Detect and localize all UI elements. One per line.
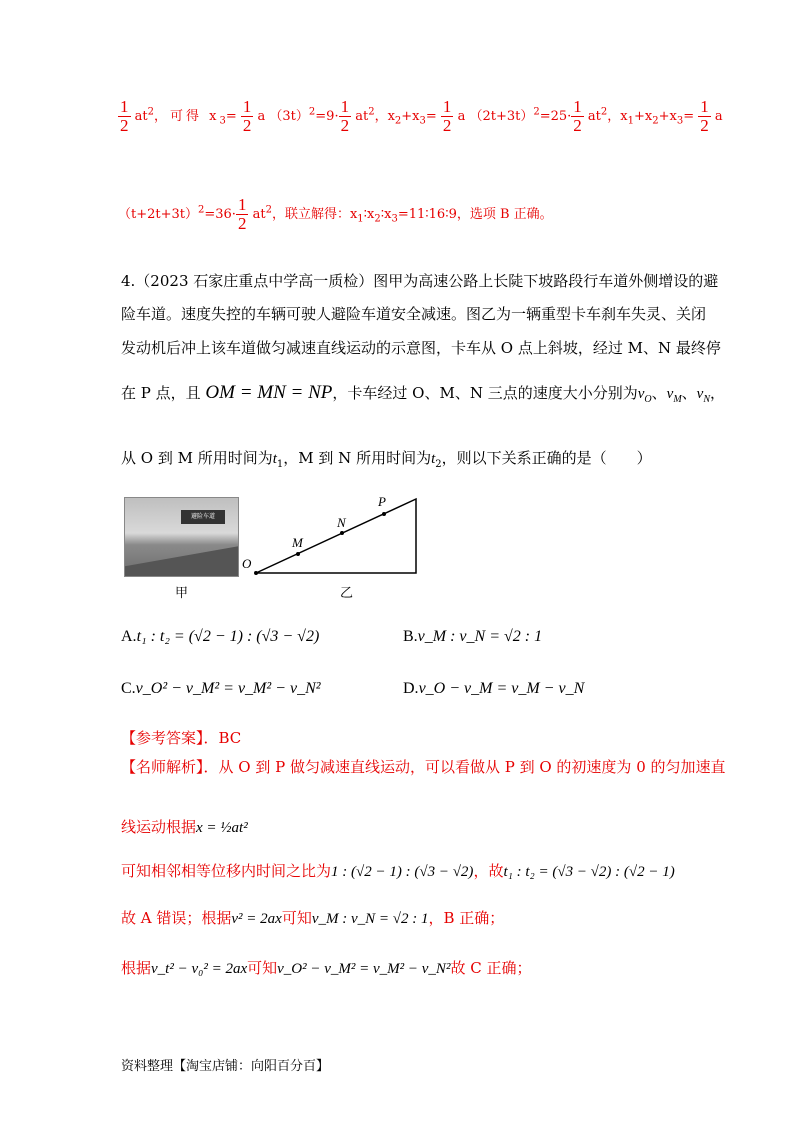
- fraction: $\frac{1}{2}$: [242, 97, 252, 135]
- question-line-2: 险车道。速度失控的车辆可驶人避险车道安全减速。图乙为一辆重型卡车刹车失灵、关闭: [121, 305, 707, 323]
- fraction: $\frac{1}{2}$: [340, 97, 350, 135]
- label-M: M: [292, 535, 303, 550]
- figure-label-yi: 乙: [340, 586, 354, 601]
- fraction: $\frac{1}{2}$: [120, 97, 129, 135]
- reference-answer: 【参考答案】．BC: [121, 729, 242, 747]
- solution-line-1: $\frac{1}{2}$ $at^2$，可得 $x_3=$ $\frac{1}{2}$ a $(3t)^2=9\cdot$ $\frac{1}{2}$ $at^2$，$x_2+x_3=$ $\frac{1}{2}$ a $(2t+3t)^2=25\cdot$ $\frac{1}{2}$ $at^2$，$x_1+x_2+x_3=$ $\frac{1}{2}$ a: [120, 97, 723, 135]
- label-P: P: [378, 494, 386, 509]
- equality-expression: OM = MN = NP: [205, 382, 333, 403]
- fraction: $\frac{1}{2}$: [442, 97, 452, 135]
- question-line-3: 发动机后冲上该车道做匀减速直线运动的示意图，卡车从 O 点上斜坡，经过 M、N 最终停: [121, 339, 721, 357]
- fraction: $\frac{1}{2}$: [237, 195, 247, 233]
- fraction: $\frac{1}{2}$: [700, 97, 709, 135]
- point-P: [382, 512, 386, 516]
- option-c[interactable]: C.v_O² − v_M² = v_M² − v_N²: [121, 680, 321, 697]
- question-line-4: 在 P 点，且 OM = MN = NP，卡车经过 O、M、N 三点的速度大小分别为$v_O$、$v_M$、$v_N$，: [121, 382, 726, 405]
- fraction: $\frac{1}{2}$: [573, 97, 582, 135]
- figure-label-jia: 甲: [175, 586, 189, 601]
- analysis-line-4: 故 A 错误；根据v² = 2ax可知v_M : v_N = √2 : 1，B 正确；: [121, 909, 505, 927]
- footer-note: 资料整理【淘宝店铺：向阳百分百】: [121, 1059, 330, 1074]
- option-b[interactable]: B.v_M : v_N = √2 : 1: [403, 628, 543, 645]
- option-d[interactable]: D.v_O − v_M = v_M − v_N: [403, 680, 585, 697]
- label-N: N: [337, 515, 346, 530]
- road: [125, 546, 238, 576]
- road-sign: 避险车道: [181, 510, 225, 524]
- analysis-line-1: 【名师解析】．从 O 到 P 做匀减速直线运动，可以看做从 P 到 O 的初速度为 0 的匀加速直: [121, 758, 726, 776]
- analysis-line-3: 可知相邻相等位移内时间之比为1 : (√2 − 1) : (√3 − √2)，故t₁ : t₂ = (√3 − √2) : (√2 − 1): [121, 862, 675, 880]
- analysis-line-2: 线运动根据x = ½at²: [121, 818, 248, 836]
- option-a[interactable]: A.t₁ : t₂ = (√2 − 1) : (√3 − √2): [121, 628, 320, 645]
- point-O: [254, 571, 258, 575]
- question-line-5: 从 O 到 M 所用时间为$t_1$，M 到 N 所用时间为$t_2$，则以下关系正确的是（ ）: [121, 449, 652, 470]
- point-M: [296, 552, 300, 556]
- question-line-1: 4.（2023 石家庄重点中学高一质检）图甲为高速公路上长陡下坡路段行车道外侧增设的避: [121, 272, 719, 290]
- analysis-line-5: 根据v_t² − v₀² = 2ax可知v_O² − v_M² = v_M² − v_N²故 C 正确；: [121, 959, 532, 977]
- runaway-lane-photo: [124, 497, 239, 577]
- label-O: O: [242, 556, 252, 571]
- point-N: [340, 531, 344, 535]
- solution-line-2: $(t+2t+3t)^2=36\cdot$ $\frac{1}{2}$ $at^2$，联立解得：$x_1∶x_2∶x_3=11∶16∶9$，选项 B 正确。: [118, 195, 553, 233]
